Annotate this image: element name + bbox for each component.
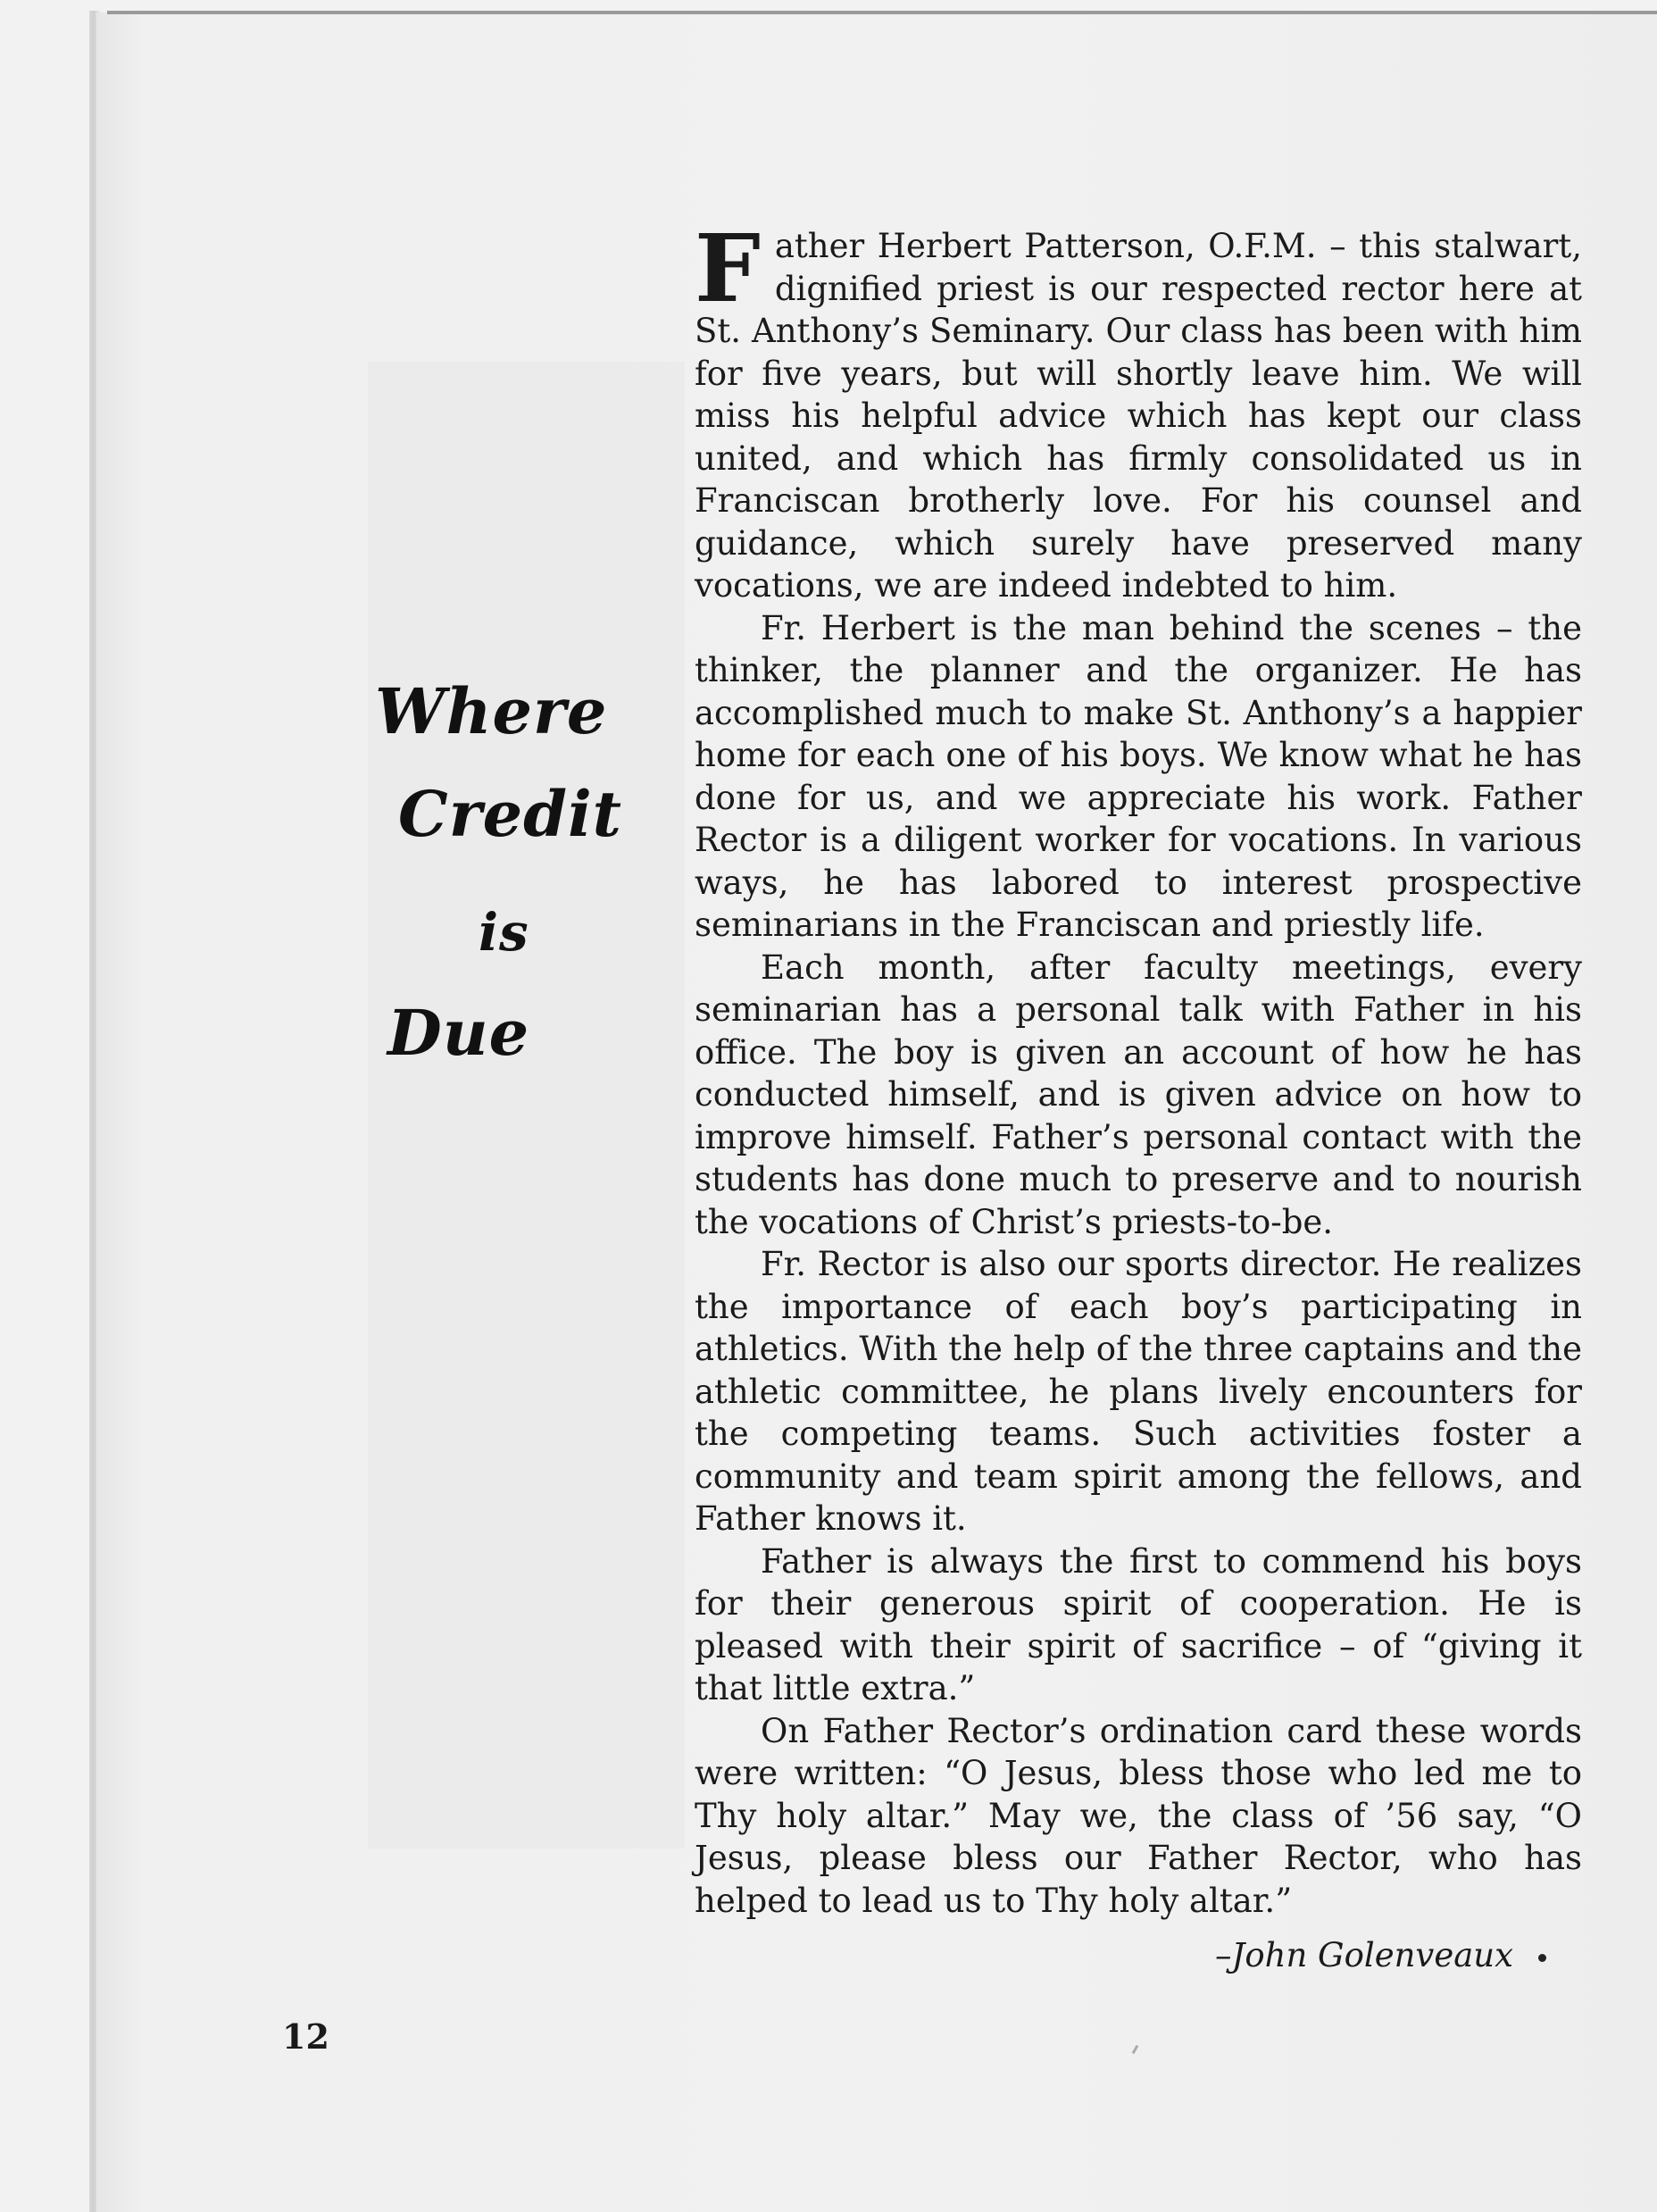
article-paragraph-4: Fr. Rector is also our sports director. He realizes the importance of each boy’s participating in athletics. With the help of the three captains and the athletic committee, he plans lively encounters for the competing teams. Such activities foster a community and team spirit among the fellows, and Father knows it. [695, 1245, 1582, 1538]
page-number: 12 [282, 2016, 329, 2057]
article-body [695, 213, 1582, 1922]
author-signature [1215, 1936, 1546, 1974]
title-line-1: Where [375, 674, 608, 748]
title-line-2: Credit [398, 777, 622, 851]
page-top-edge [107, 11, 1657, 14]
article-paragraph-2: Fr. Herbert is the man behind the scenes – the thinker, the planner and the organizer. He has accomplished much to make St. Anthony’s a happier home for each one of his boys. We know what he has done for us, and we appreciate his work. Father Rector is a diligent worker for vocations. In various ways, he has labored to interest prospective seminarians in the Franciscan and priestly life. [695, 608, 1582, 944]
article-paragraph-1 [695, 213, 1582, 607]
author-name: –John Golenveaux [1215, 1936, 1513, 1974]
paragraph-text: ather Herbert Patterson, O.F.M. – this stalwart, dignified priest is our respected rector here at St. Anthony’s Seminary. Our class has been with him for five years, but will shortly leave him. We will miss his helpful advice which has kept our class united, and which has firmly consolidated us in Franciscan brotherly love. For his counsel and guidance, which surely have preserved many vocations, we are indeed indebted to him. [695, 227, 1582, 605]
article-paragraph-6: On Father Rector’s ordination card these words were written: “O Jesus, bless those who led me to Thy holy altar.” May we, the class of ’56 say, “O Jesus, please bless our Father Rector, who has helped to lead us to Thy holy altar.” [695, 1711, 1582, 1920]
article-paragraph-5: Father is always the first to commend his boys for their generous spirit of cooperation. He is pleased with their spirit of sacrifice – of “giving it that little extra.” [695, 1541, 1582, 1707]
end-bullet-icon [1538, 1954, 1546, 1962]
title-line-4: Due [387, 996, 530, 1070]
title-panel [368, 362, 685, 1849]
drop-cap: F [695, 213, 761, 323]
title-line-3: is [479, 902, 529, 963]
article-paragraph-3: Each month, after faculty meetings, every seminarian has a personal talk with Father in his office. The boy is given an account of how he has conducted himself, and is given advice on how to improve himself. Father’s personal contact with the students has done much to preserve and to nourish the vocations of Christ’s priests-to-be. [695, 947, 1582, 1241]
